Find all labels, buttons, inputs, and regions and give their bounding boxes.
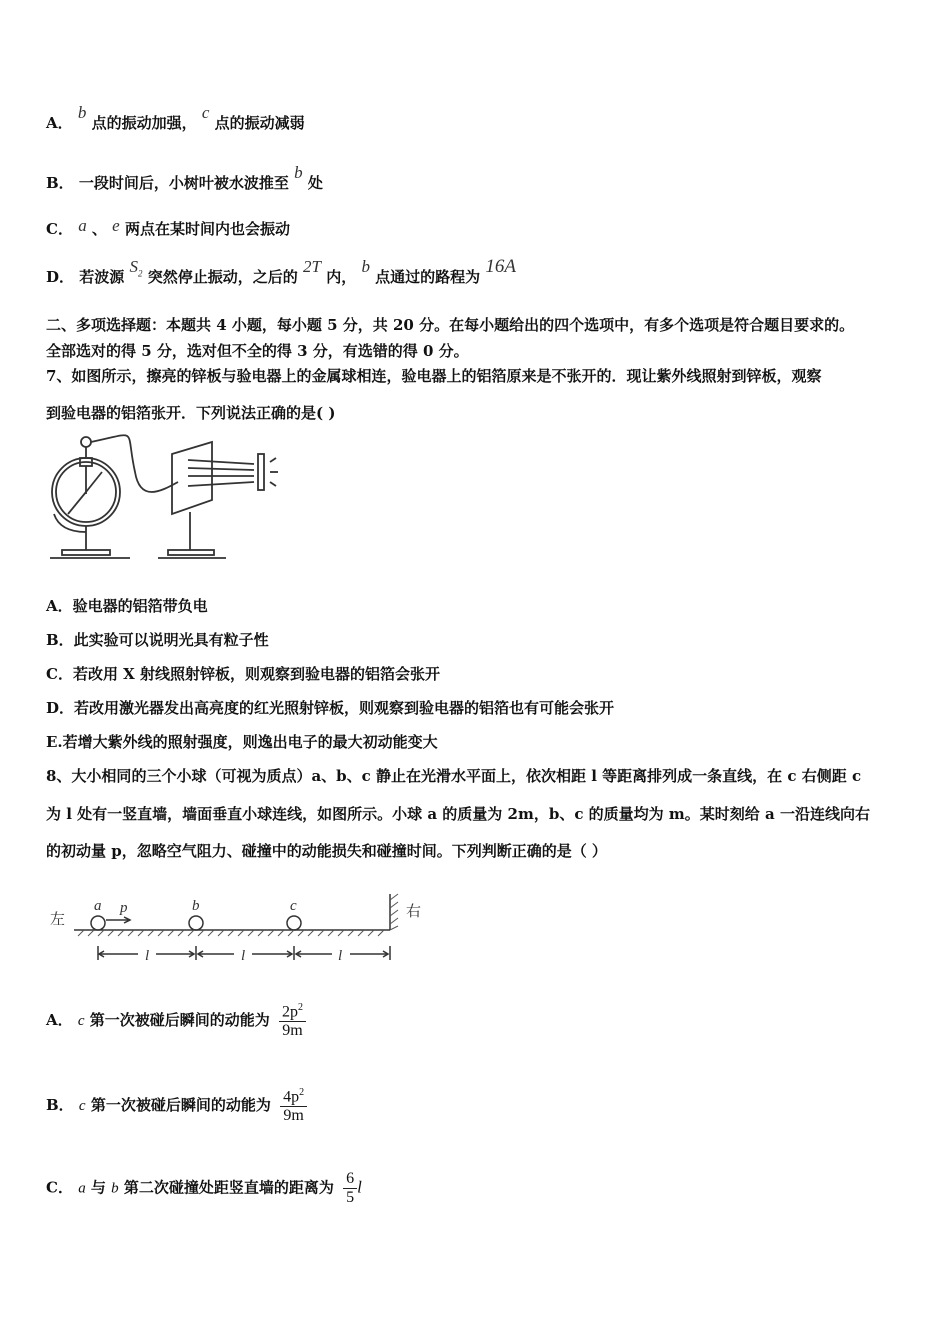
ball-c bbox=[287, 916, 301, 930]
q6-option-c: C． a 、 e 两点在某时间内也会振动 bbox=[46, 216, 290, 238]
ball-b-label: b bbox=[192, 898, 200, 914]
section2-header-line1: 二、多项选择题：本题共 4 小题，每小题 5 分，共 20 分。在每小题给出的四个选项中，有多个选项是符合题目要求的。 bbox=[46, 316, 855, 334]
q6-option-d: D． 若波源 $S_2$ 突然停止振动，之后的 2T 内， b 点通过的路程为 16A bbox=[46, 256, 517, 286]
q8-option-b: B． c 第一次被碰后瞬间的动能为 $\frac{4p^2}{9m}$ bbox=[46, 1087, 307, 1125]
electroscope-figure bbox=[40, 432, 280, 572]
spacing-l-label-2: l bbox=[241, 948, 246, 964]
ball-b bbox=[189, 916, 203, 930]
ball-c-label: c bbox=[290, 898, 297, 914]
uv-lamp bbox=[258, 454, 264, 490]
q7-stem-line1: 7、如图所示，擦亮的锌板与验电器上的金属球相连，验电器上的铝箔原来是不张开的．现让紫外线照射到锌板，观察 bbox=[46, 367, 822, 385]
section2-header-line2: 全部选对的得 5 分，选对但不全的得 3 分，有选错的得 0 分。 bbox=[46, 342, 469, 360]
q7-option-e: E.若增大紫外线的照射强度，则逸出电子的最大初动能变大 bbox=[46, 733, 438, 751]
q6-option-a: A． b 点的振动加强， c 点的振动减弱 bbox=[46, 103, 305, 132]
spacing-l-label-1: l bbox=[145, 948, 150, 964]
q8-option-c: C． a 与 b 第二次碰撞处距竖直墙的距离为 $\frac{6}{5}$ l bbox=[46, 1170, 362, 1206]
q7-option-b: B．此实验可以说明光具有粒子性 bbox=[46, 631, 269, 649]
zinc-plate bbox=[172, 442, 212, 514]
ball-a bbox=[91, 916, 105, 930]
q8-stem-line1: 8、大小相同的三个小球（可视为质点）a、b、c 静止在光滑水平面上，依次相距 l 等距离排列成一条直线，在 c 右侧距 c bbox=[46, 767, 862, 785]
q8-stem-line3: 的初动量 p，忽略空气阻力、碰撞中的动能损失和碰撞时间。下列判断正确的是（ ） bbox=[46, 842, 607, 860]
q7-option-a: A．验电器的铝箔带负电 bbox=[46, 597, 208, 615]
q8-option-a: A． c 第一次被碰后瞬间的动能为 $\frac{2p^2}{9m}$ bbox=[46, 1002, 306, 1040]
q7-option-c: C．若改用 X 射线照射锌板，则观察到验电器的铝箔会张开 bbox=[46, 665, 441, 683]
left-label: 左 bbox=[50, 912, 66, 928]
fraction-6-5: $\frac{6}{5}$ bbox=[343, 1170, 357, 1207]
q7-option-d: D．若改用激光器发出高亮度的红光照射锌板，则观察到验电器的铝箔也有可能会张开 bbox=[46, 699, 615, 717]
momentum-p-label: p bbox=[120, 900, 128, 916]
fraction-2p2-9m: $\frac{2p^2}{9m}$ bbox=[279, 1002, 306, 1040]
metal-ball bbox=[81, 437, 91, 447]
right-label: 右 bbox=[406, 904, 422, 920]
spacing-l-label-3: l bbox=[338, 948, 343, 964]
ball-a-label: a bbox=[94, 898, 102, 914]
fraction-4p2-9m: $\frac{4p^2}{9m}$ bbox=[280, 1087, 307, 1125]
balls-and-wall-figure bbox=[44, 890, 444, 970]
q6-option-b: B． 一段时间后，小树叶被水波推至 b 处 bbox=[46, 163, 323, 192]
q7-stem-line2: 到验电器的铝箔张开．下列说法正确的是( ) bbox=[46, 404, 336, 422]
q8-stem-line2: 为 l 处有一竖直墙，墙面垂直小球连线，如图所示。小球 a 的质量为 2m，b、c 的质量均为 m。某时刻给 a 一沿连线向右 bbox=[46, 805, 870, 823]
